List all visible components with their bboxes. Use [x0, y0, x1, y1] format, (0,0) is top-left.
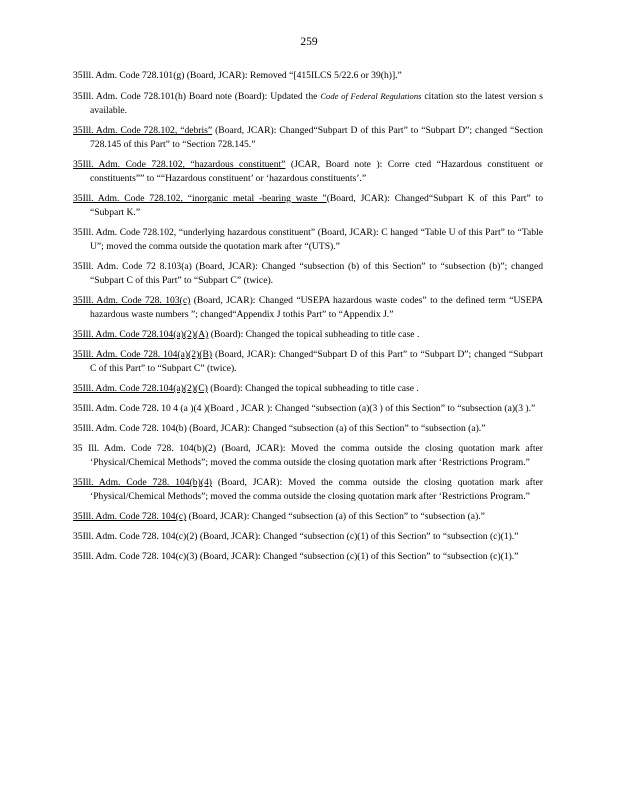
amendment-entry	[73, 124, 543, 152]
entry-italic-text: Code of Federal Regulations	[320, 91, 422, 101]
amendment-entry	[73, 348, 543, 376]
entry-text: (JCAR, Board note ): Corre cted “Hazardous constituent or constituents”” to ““Hazardous constituent’ or ‘hazardous constituents’.”	[90, 159, 544, 184]
entry-text-after: citation sto the latest version s available.	[90, 91, 544, 116]
entry-citation: 35Ill. Adm. Code 728. 104(b)(4)	[73, 477, 212, 488]
page-number: 259	[300, 36, 318, 48]
entry-citation: 35Ill. Adm. Code 728. 104(b)	[73, 423, 187, 434]
entry-citation: 35 Ill. Adm. Code 728. 104(b)(2)	[73, 443, 217, 454]
entry-text: (Board, JCAR): Changed“Subpart D of this Part” to “Subpart D”; changed “Section 728.145 of this Part” to “Section 728.145.”	[90, 125, 543, 150]
amendment-entry	[73, 422, 543, 436]
amendment-entry	[73, 294, 543, 322]
entry-text: (Board, JCAR): Moved the comma outside the closing quotation mark after ‘Physical/Chemical Methods”; moved the comma outside the closing quotation mark after ‘Restrictions Program.”	[90, 477, 543, 502]
amendment-entry	[73, 402, 543, 416]
entry-citation: 35Ill. Adm. Code 728. 104(c)(3)	[73, 551, 198, 562]
amendment-entry	[73, 328, 543, 342]
amendment-entry	[73, 510, 543, 524]
amendment-entry	[73, 382, 543, 396]
entry-text: Board note (Board): Updated the	[186, 91, 321, 102]
entry-citation: 35Ill. Adm. Code 728. 104(c)(2)	[73, 531, 198, 542]
entry-citation: 35Ill. Adm. Code 728.102, “hazardous constituent”	[73, 159, 286, 170]
entry-citation: 35Ill. Adm. Code 728.101(h)	[73, 91, 187, 102]
entry-text: (Board, JCAR): Changed “subsection (a) of this Section” to “subsection (a).”	[186, 423, 486, 434]
entry-citation: 35Ill. Adm. Code 72 8.103(a)	[73, 261, 192, 272]
entry-text: (Board, JCAR): Changed“Subpart K of this Part” to “Subpart K.”	[90, 193, 544, 218]
amendment-list	[73, 69, 543, 570]
entry-text: (Board , JCAR ): Changed “subsection (a)(3 ) of this Section” to “subsection (a)(3 ).”	[207, 403, 536, 414]
entry-text: (Board): Changed the topical subheading to title case .	[207, 383, 419, 394]
entry-citation: 35Ill. Adm. Code 728.102, “inorganic metal -bearing waste ”	[73, 193, 327, 204]
amendment-entry	[73, 158, 543, 186]
entry-text: (Board, JCAR): Changed“Subpart D of this Part” to “Subpart D”; changed “Subpart C of this Part” to “Subpart C” (twice).	[90, 349, 543, 374]
entry-text: (Board, JCAR): Changed “USEPA hazardous waste codes” to the defined term “USEPA hazardous waste numbers ”; changed“Appendix J tothis Part” to “Appendix J.”	[90, 295, 543, 320]
amendment-entry	[73, 530, 543, 544]
amendment-entry	[73, 442, 543, 470]
amendment-entry	[73, 260, 543, 288]
entry-text: (Board): Changed the topical subheading to title case .	[208, 329, 420, 340]
entry-citation: 35Ill. Adm. Code 728. 10 4 (a )(4 )	[73, 403, 208, 414]
entry-text: (Board, JCAR): Changed “subsection (b) of this Section” to “subsection (b)”; changed “Subpart C of this Part” to “Subpart C” (twice).	[90, 261, 543, 286]
entry-citation: 35Ill. Adm. Code 728.101(g)	[73, 70, 185, 81]
amendment-entry	[73, 476, 543, 504]
entry-citation: 35Ill. Adm. Code 728.104(a)(2)(C)	[73, 383, 208, 394]
entry-text: (Board, JCAR): Changed “subsection (c)(1) of this Section” to “subsection (c)(1).”	[197, 531, 519, 542]
entry-citation: 35Ill. Adm. Code 728.104(a)(2)(A)	[73, 329, 209, 340]
entry-text: (Board, JCAR): Changed “subsection (a) of this Section” to “subsection (a).”	[186, 511, 485, 522]
amendment-entry	[73, 550, 543, 564]
amendment-entry	[73, 69, 543, 83]
entry-citation: 35Ill. Adm. Code 728.102, “underlying hazardous constituent”	[73, 227, 316, 238]
entry-text: (Board, JCAR): Changed “subsection (c)(1) of this Section” to “subsection (c)(1).”	[197, 551, 519, 562]
entry-citation: 35Ill. Adm. Code 728.102, “debris”	[73, 125, 213, 136]
entry-text: (Board, JCAR): Moved the comma outside the closing quotation mark after ‘Physical/Chemical Methods”; moved the comma outside the closing quotation mark after ‘Restrictions Program.”	[90, 443, 543, 468]
entry-citation: 35Ill. Adm. Code 728. 104(a)(2)(B)	[73, 349, 213, 360]
amendment-entry	[73, 226, 543, 254]
entry-citation: 35Ill. Adm. Code 728. 104(c)	[73, 511, 187, 522]
entry-citation: 35Ill. Adm. Code 728. 103(c)	[73, 295, 191, 306]
amendment-entry	[73, 192, 543, 220]
amendment-entry	[73, 89, 543, 118]
entry-text: (Board, JCAR): C hanged “Table U of this Part” to “Table U”; moved the comma outside the quotation mark after “(UTS).”	[90, 227, 543, 252]
entry-text: (Board, JCAR): Removed “[415ILCS 5/22.6 or 39(h)].”	[184, 70, 402, 81]
